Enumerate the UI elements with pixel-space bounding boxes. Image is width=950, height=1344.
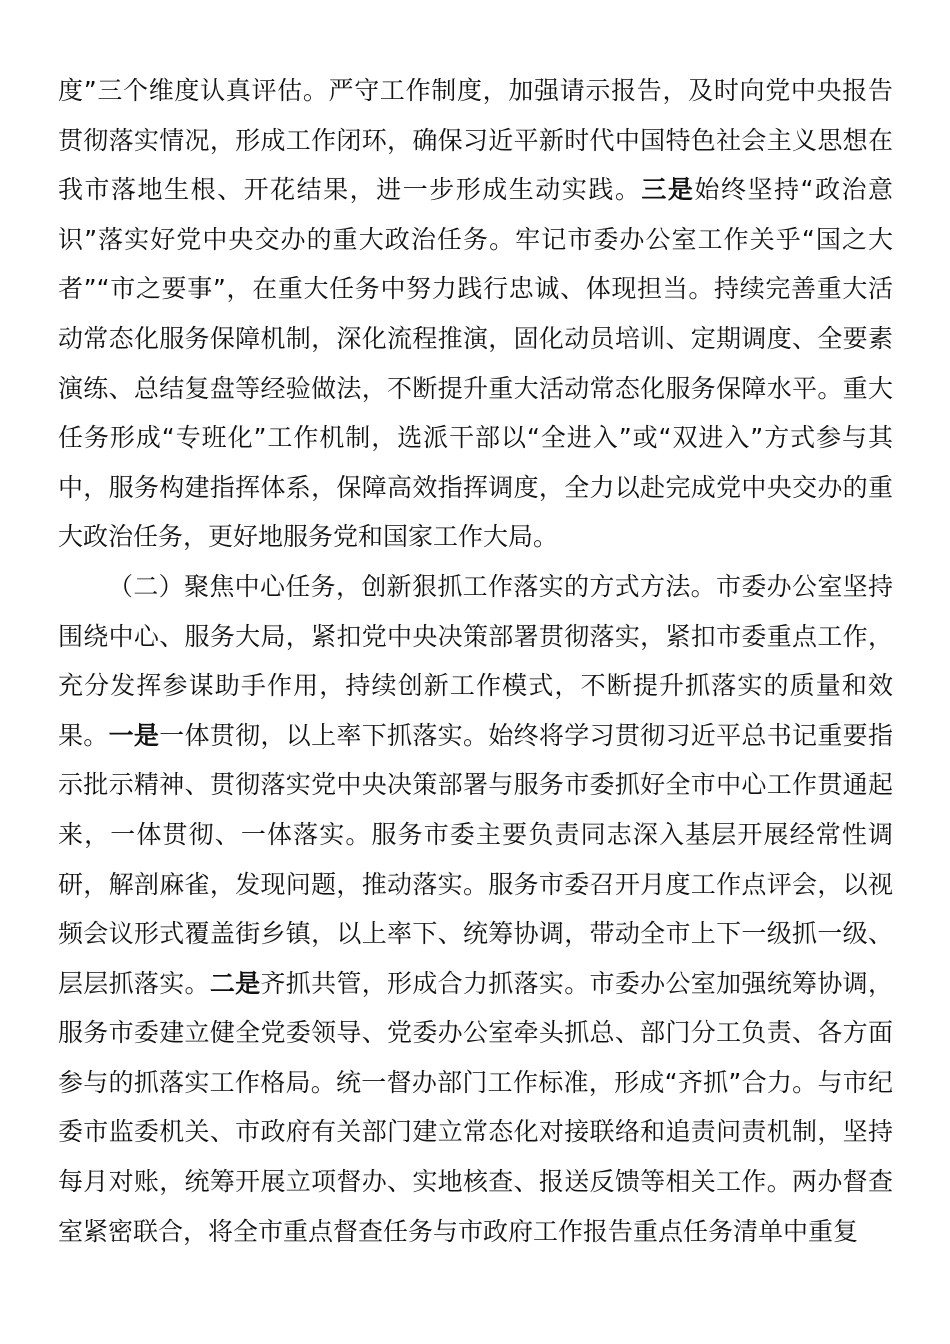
paragraph-2-text-3: 齐抓共管，形成合力抓落实。市委办公室加强统筹协调，服务市委建立健全党委领导、党委办公室牵头抓总、部门分工负责、各方面参与的抓落实工作格局。统一督办部门工作标准，形成“齐抓”合力。与市纪委市监委机关、市政府有关部门建立常态化对接联络和追责问责机制，坚持每月对账，统筹开展立项督办、实地核查、报送反馈等相关工作。两办督查室紧密联合，将全市重点督查任务与市政府工作报告重点任务清单中重复 [58, 968, 893, 1246]
paragraph-2 [58, 562, 893, 1256]
paragraph-2-text-2: 一体贯彻，以上率下抓落实。始终将学习贯彻习近平总书记重要指示批示精神、贯彻落实党中央决策部署与服务市委抓好全市中心工作贯通起来，一体贯彻、一体落实。服务市委主要负责同志深入基层开展经常性调研，解剖麻雀，发现问题，推动落实。服务市委召开月度工作点评会，以视频会议形式覆盖街乡镇，以上率下、统筹协调，带动全市上下一级抓一级、层层抓落实。 [58, 720, 893, 998]
paragraph-2-text-1: （二）聚焦中心任务，创新狠抓工作落实的方式方法。市委办公室坚持围绕中心、服务大局，紧扣党中央决策部署贯彻落实，紧扣市委重点工作，充分发挥参谋助手作用，持续创新工作模式，不断提升抓落实的质量和效果。 [58, 571, 893, 750]
paragraph-2-bold-yishi: 一是 [108, 720, 160, 750]
paragraph-1-text-2: 始终坚持“政治意识”落实好党中央交办的重大政治任务。牢记市委办公室工作关乎“国之大者”“市之要事”，在重大任务中努力践行忠诚、体现担当。持续完善重大活动常态化服务保障机制，深化流程推演，固化动员培训、定期调度、全要素演练、总结复盘等经验做法，不断提升重大活动常态化服务保障水平。重大任务形成“专班化”工作机制，选派干部以“全进入”或“双进入”方式参与其中，服务构建指挥体系，保障高效指挥调度，全力以赴完成党中央交办的重大政治任务，更好地服务党和国家工作大局。 [58, 175, 893, 552]
paragraph-2-bold-ershi: 二是 [209, 968, 261, 998]
paragraph-1-bold-sanshi: 三是 [641, 175, 695, 205]
paragraph-1 [58, 66, 893, 562]
document-page [58, 66, 893, 1256]
paragraph-1-text-1: 度”三个维度认真评估。严守工作制度，加强请示报告，及时向党中央报告贯彻落实情况，形成工作闭环，确保习近平新时代中国特色社会主义思想在我市落地生根、开花结果，进一步形成生动实践。 [58, 76, 893, 205]
